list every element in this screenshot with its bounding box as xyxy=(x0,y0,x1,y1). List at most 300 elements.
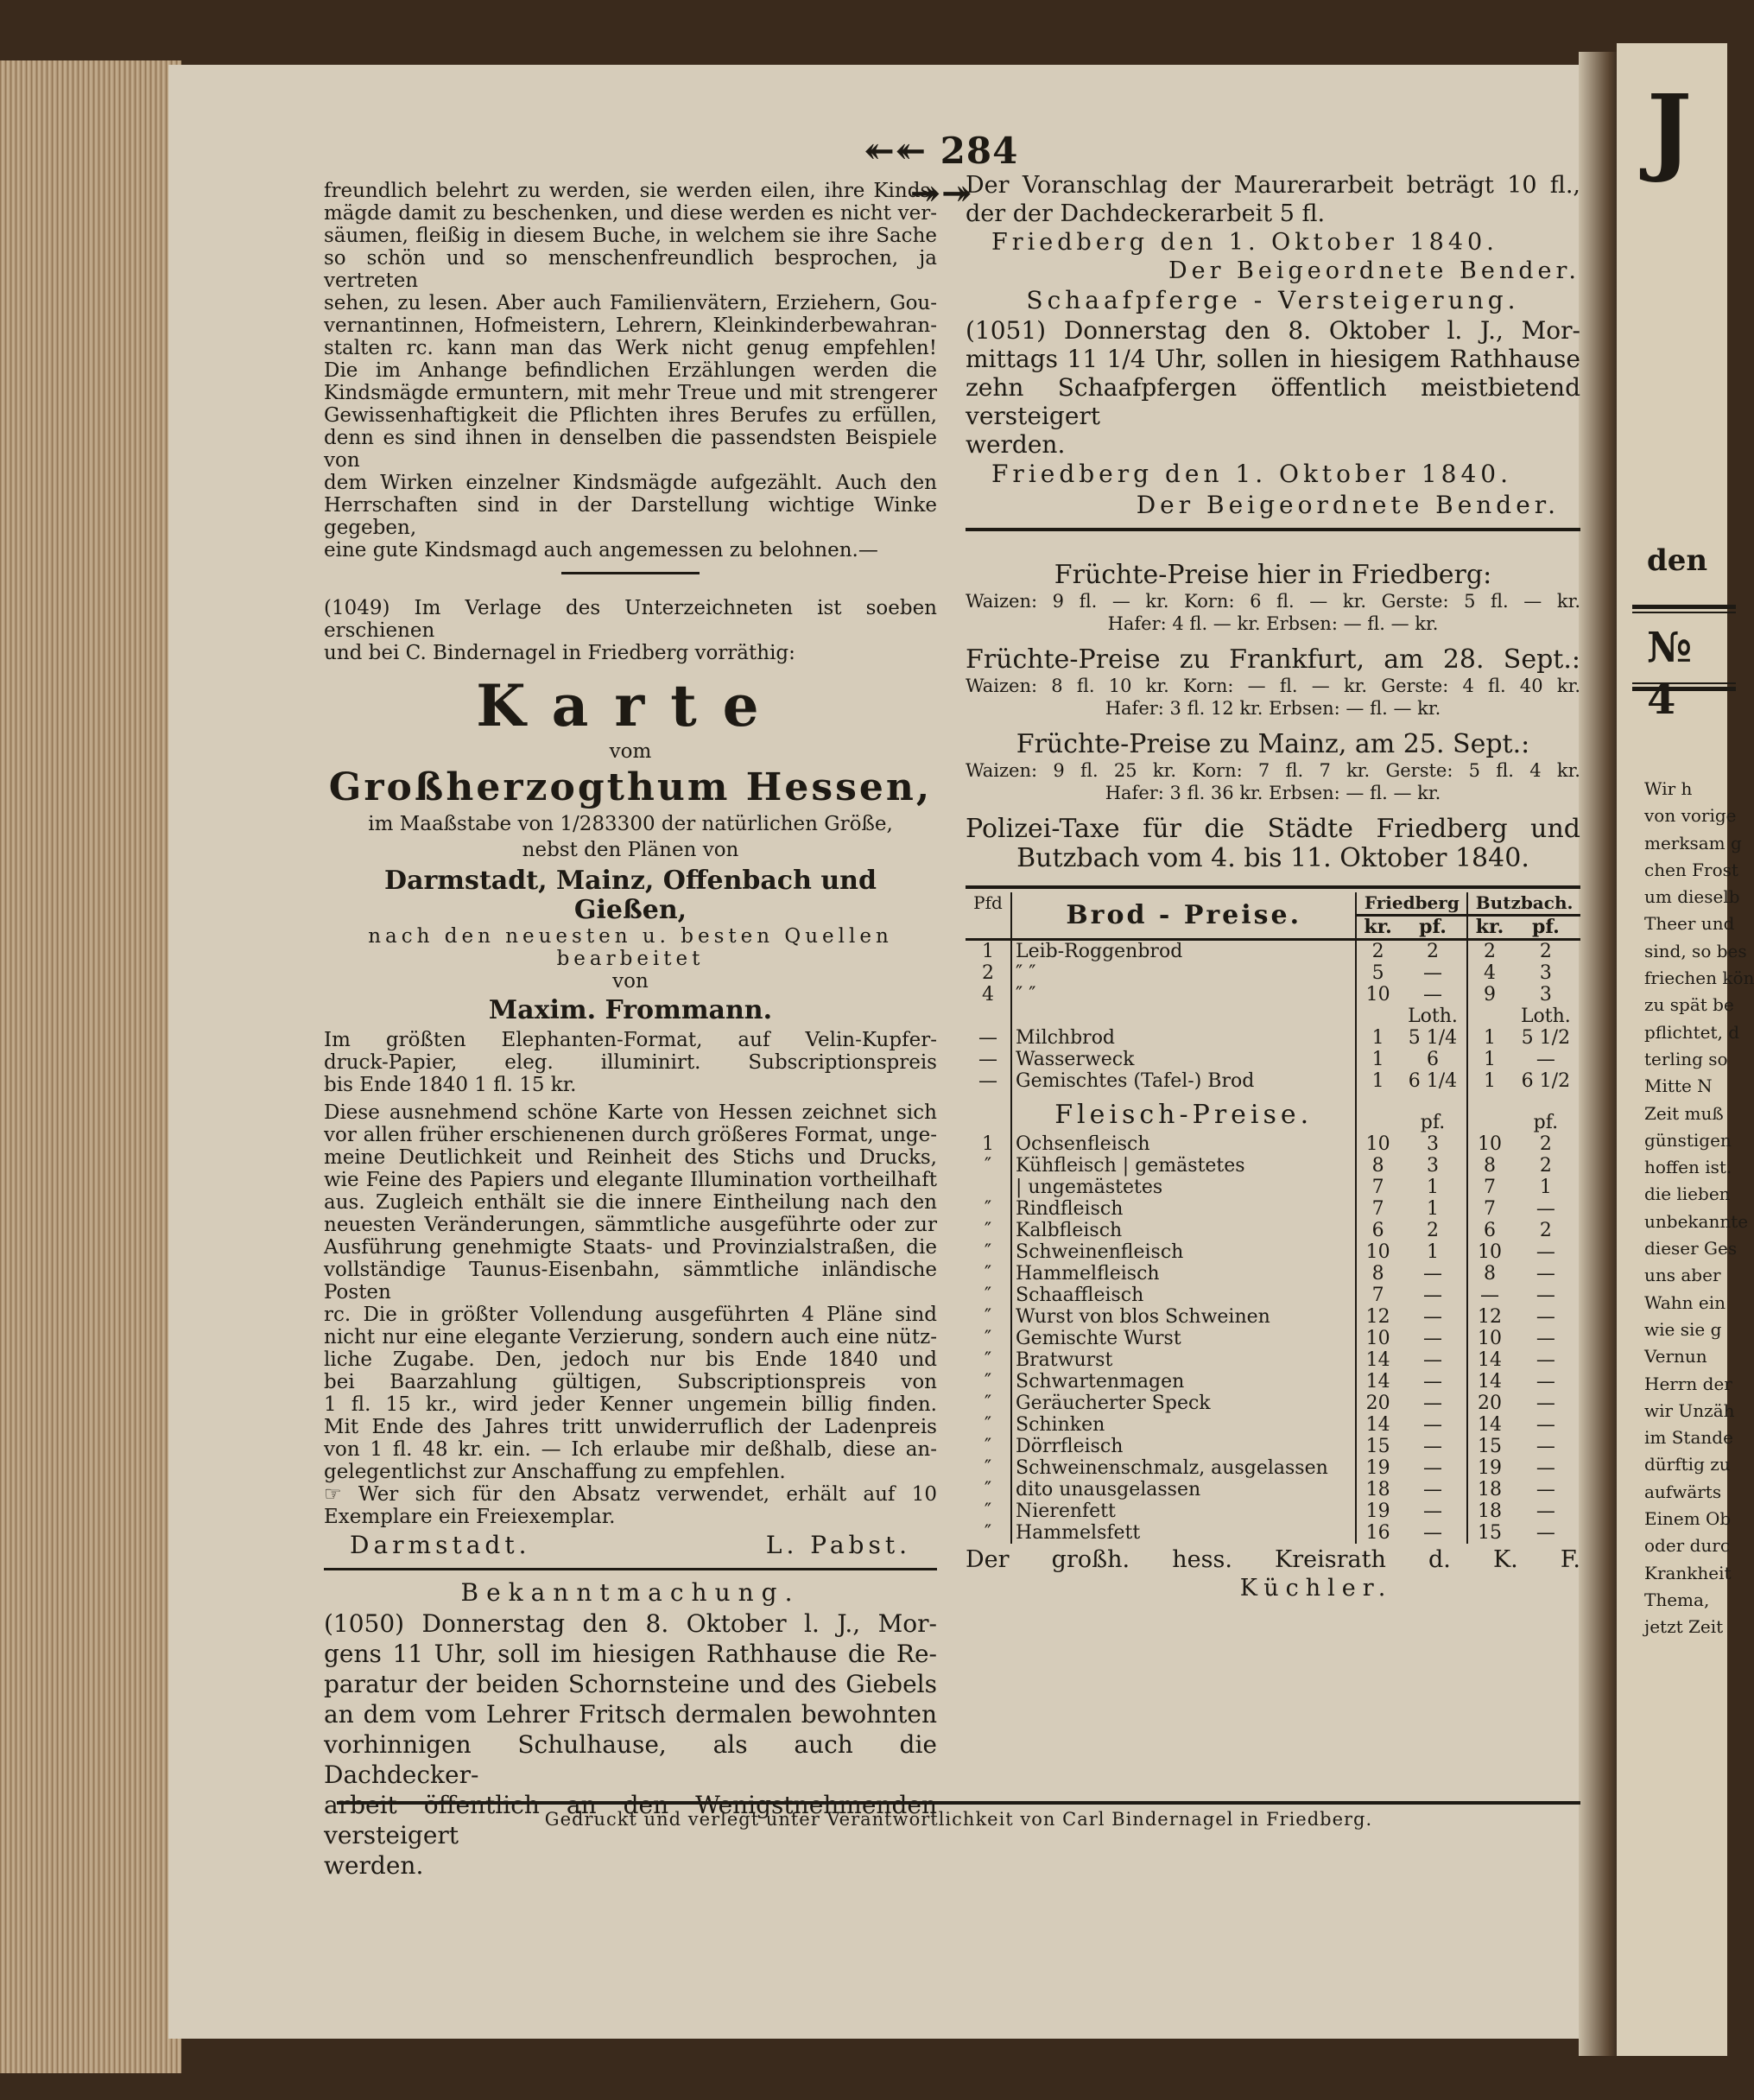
left-column xyxy=(324,180,937,1881)
col-friedberg-kr: kr. xyxy=(1356,916,1398,940)
divider xyxy=(966,528,1580,531)
cell-name: Bratwurst xyxy=(1011,1349,1356,1371)
meat-row xyxy=(966,1220,1580,1241)
book-gutter xyxy=(1579,52,1622,2056)
cell-bk: 15 xyxy=(1467,1436,1511,1457)
intro-text xyxy=(324,180,937,561)
cell-fk: 18 xyxy=(1356,1479,1398,1500)
ad-1051-line: werden. xyxy=(966,430,1066,459)
meat-row xyxy=(966,1500,1580,1522)
description-line: liche Zugabe. Den, jedoch nur bis Ende 1840 und xyxy=(324,1348,937,1371)
prices-friedberg-line1: Waizen: 9 fl. — kr. Korn: 6 fl. — kr. Gerste: 5 fl. — kr. xyxy=(966,591,1580,612)
cell-pfd: — xyxy=(978,1027,997,1049)
right-page-line: dieser Ges xyxy=(1644,1238,1738,1259)
cell-fp: 1 xyxy=(1426,1177,1439,1198)
format-line: bis Ende 1840 1 fl. 15 kr. xyxy=(324,1074,577,1096)
cell-name xyxy=(1011,1006,1356,1027)
col-pfd: Pfd xyxy=(973,892,1003,913)
map-subject: Großherzogthum Hessen, xyxy=(328,765,933,809)
cell-fk: 10 xyxy=(1356,984,1398,1006)
cell-bp: 2 xyxy=(1539,941,1552,962)
cell-fp: 1 xyxy=(1426,1198,1439,1220)
cell-name: Milchbrod xyxy=(1011,1027,1356,1049)
cell-bp: — xyxy=(1536,1306,1555,1328)
meat-row xyxy=(966,1349,1580,1371)
cell-fk: 7 xyxy=(1356,1285,1398,1306)
meat-row xyxy=(966,1177,1580,1198)
cell-bp: 3 xyxy=(1539,962,1552,984)
description-line: wie Feine des Papiers und elegante Illumination vortheilhaft xyxy=(324,1169,937,1191)
cell-name: Rindfleisch xyxy=(1011,1198,1356,1220)
cell-fk: 16 xyxy=(1356,1522,1398,1544)
cell-bp: 1 xyxy=(1539,1177,1552,1198)
cell-fp: 1 xyxy=(1426,1241,1439,1263)
description-line: neuesten Veränderungen, sämmtliche ausgeführte oder zur xyxy=(324,1214,937,1236)
cell-fp: 2 xyxy=(1426,1220,1439,1241)
right-page-line: Wir h xyxy=(1644,778,1693,799)
cell-fk: 2 xyxy=(1356,940,1398,963)
cell-bk: 7 xyxy=(1467,1198,1511,1220)
map-title: Karte xyxy=(476,672,785,739)
cell-fp: — xyxy=(1422,1414,1442,1436)
prices-frankfurt-line1: Waizen: 8 fl. 10 kr. Korn: — fl. — kr. Gerste: 4 fl. 40 kr. xyxy=(966,676,1580,696)
text-line: vernantinnen, Hofmeistern, Lehrern, Kleinkinderbewahran- xyxy=(324,314,937,337)
prices-frankfurt-line2: Hafer: 3 fl. 12 kr. Erbsen: — fl. — kr. xyxy=(1105,698,1441,719)
ad-1050-line: gens 11 Uhr, soll im hiesigen Rathhause die Re- xyxy=(324,1640,937,1668)
cell-bk: 2 xyxy=(1467,940,1511,963)
bread-row xyxy=(966,1027,1580,1049)
ad-1049-line1: (1049) Im Verlage des Unterzeichneten ist soeben erschienen xyxy=(324,597,937,642)
cell-pfd: ″ xyxy=(984,1198,992,1220)
cell-bk: 1 xyxy=(1467,1070,1511,1092)
ad-1050-line: vorhinnigen Schulhause, als auch die Dachdecker- xyxy=(324,1730,937,1789)
cell-pfd: ″ xyxy=(984,1263,992,1285)
cell-fp: — xyxy=(1422,1285,1442,1306)
text-line: Die im Anhange befindlichen Erzählungen werden die xyxy=(324,359,937,382)
right-page-line: zu spät be xyxy=(1644,994,1734,1016)
ad-1051-text xyxy=(966,316,1580,459)
cell-fk: 1 xyxy=(1356,1049,1398,1070)
map-scale: im Maaßstabe von 1/283300 der natürlichen Größe, xyxy=(368,813,893,835)
ad-1049-signature xyxy=(324,1528,937,1563)
cell-fk: 5 xyxy=(1356,962,1398,984)
cell-fp: 3 xyxy=(1426,1155,1439,1177)
cell-name: Geräucherter Speck xyxy=(1011,1393,1356,1414)
cell-fk xyxy=(1356,1006,1398,1027)
cell-pfd: ″ xyxy=(984,1393,992,1414)
cell-name: Gemischte Wurst xyxy=(1011,1328,1356,1349)
cell-fk: 7 xyxy=(1356,1177,1398,1198)
ad-1050-continued xyxy=(966,171,1580,228)
continued-line: der der Dachdeckerarbeit 5 fl. xyxy=(966,200,1326,227)
cell-fk: 10 xyxy=(1356,1133,1398,1155)
ornament-left: ↞↞ xyxy=(864,130,928,172)
cell-fk: 1 xyxy=(1356,1027,1398,1049)
divider xyxy=(966,885,1580,889)
right-page-line: uns aber xyxy=(1644,1265,1721,1286)
cell-bk: 14 xyxy=(1467,1349,1511,1371)
bread-row xyxy=(966,940,1580,963)
meat-rows xyxy=(966,1133,1580,1544)
cell-fk: 19 xyxy=(1356,1500,1398,1522)
description-line: bei Baarzahlung gültigen, Subscriptionspreis von xyxy=(324,1371,937,1393)
cell-fk: 1 xyxy=(1356,1070,1398,1092)
cell-bp: 5 1/2 xyxy=(1521,1027,1571,1049)
cell-bk: 10 xyxy=(1467,1241,1511,1263)
cell-fp: — xyxy=(1422,1393,1442,1414)
right-page-line: Herrn der xyxy=(1644,1373,1732,1394)
map-cities: Darmstadt, Mainz, Offenbach und Gießen, xyxy=(384,866,877,925)
col-brod-preise: Brod - Preise. xyxy=(1011,892,1356,940)
cell-fp: — xyxy=(1422,1522,1442,1544)
cell-bp: — xyxy=(1536,1436,1555,1457)
right-page-initial: J xyxy=(1647,73,1693,185)
kreisrath-name: Küchler. xyxy=(1239,1575,1393,1602)
cell-bk: 20 xyxy=(1467,1393,1511,1414)
cell-fp: 3 xyxy=(1426,1133,1439,1155)
cell-name: Kühfleisch | gemästetes xyxy=(1011,1155,1356,1177)
cell-bk: 19 xyxy=(1467,1457,1511,1479)
right-page-line: Vernun xyxy=(1644,1346,1707,1367)
page-number-value: 284 xyxy=(940,130,1019,172)
right-column xyxy=(966,171,1580,1602)
prices-mainz-line1: Waizen: 9 fl. 25 kr. Korn: 7 fl. 7 kr. Gerste: 5 fl. 4 kr. xyxy=(966,760,1580,781)
cell-name: ″ ″ xyxy=(1011,984,1356,1006)
cell-fp: — xyxy=(1422,1349,1442,1371)
cell-pfd: ″ xyxy=(984,1522,992,1544)
cell-bk: 1 xyxy=(1467,1027,1511,1049)
cell-bp: — xyxy=(1536,1522,1555,1544)
cell-name: Hammelfleisch xyxy=(1011,1263,1356,1285)
right-page-line: sind, so bes xyxy=(1644,940,1747,961)
ad-1051-line: mittags 11 1/4 Uhr, sollen in hiesigem Rathhause xyxy=(966,345,1580,373)
right-page-rule xyxy=(1632,605,1736,613)
description-line: rc. Die in größter Vollendung ausgeführten 4 Pläne sind xyxy=(324,1304,937,1326)
ad-1051-line: (1051) Donnerstag den 8. Oktober l. J., Mor- xyxy=(966,316,1580,345)
bread-row xyxy=(966,1006,1580,1027)
cell-fp: — xyxy=(1422,1371,1442,1393)
description-line: gelegentlichst zur Anschaffung zu empfehlen. xyxy=(324,1461,786,1483)
cell-bk: 15 xyxy=(1467,1522,1511,1544)
right-page-line: Theer und xyxy=(1644,913,1735,935)
pointer-note-2: Exemplare ein Freiexemplar. xyxy=(324,1506,616,1528)
cell-bp: — xyxy=(1536,1049,1555,1070)
cell-fk: 10 xyxy=(1356,1241,1398,1263)
cell-bk: 10 xyxy=(1467,1328,1511,1349)
right-page-line: wie sie g xyxy=(1644,1318,1722,1340)
meat-row xyxy=(966,1285,1580,1306)
meat-pf-butzbach: pf. xyxy=(1533,1112,1559,1133)
cell-bk: 18 xyxy=(1467,1479,1511,1500)
cell-name: Hammelsfett xyxy=(1011,1522,1356,1544)
right-page-line: dürftig zu xyxy=(1644,1454,1731,1475)
right-page-line: Krankheit xyxy=(1644,1562,1732,1583)
ad-1050-text xyxy=(324,1608,937,1881)
right-page-line: unbekannte xyxy=(1644,1210,1749,1232)
cell-fp: 2 xyxy=(1426,941,1439,962)
meat-row xyxy=(966,1241,1580,1263)
ad-1051-signature: Der Beigeordnete Bender. xyxy=(1136,491,1560,519)
bread-row xyxy=(966,962,1580,984)
cell-bp: — xyxy=(1536,1328,1555,1349)
cell-fk: 14 xyxy=(1356,1414,1398,1436)
meat-row xyxy=(966,1306,1580,1328)
cell-bp: — xyxy=(1536,1393,1555,1414)
cell-name: Schinken xyxy=(1011,1414,1356,1436)
cell-pfd xyxy=(966,1177,1011,1198)
cell-name: Schwartenmagen xyxy=(1011,1371,1356,1393)
cell-bk: 10 xyxy=(1467,1133,1511,1155)
text-line: Gewissenhaftigkeit die Pflichten ihres Berufes zu erfüllen, xyxy=(324,404,937,427)
right-page-line: die lieben xyxy=(1644,1183,1731,1205)
prices-mainz-heading: Früchte-Preise zu Mainz, am 25. Sept.: xyxy=(1016,729,1530,759)
right-page-den: den xyxy=(1647,543,1708,578)
meat-row xyxy=(966,1522,1580,1544)
meat-row xyxy=(966,1371,1580,1393)
cell-bp: 6 1/2 xyxy=(1521,1070,1571,1092)
description-line: Diese ausnehmend schöne Karte von Hessen zeichnet sich xyxy=(324,1101,937,1124)
description-line: Ausführung genehmigte Staats- und Provinzialstraßen, die xyxy=(324,1236,937,1259)
cell-pfd: ″ xyxy=(984,1457,992,1479)
ad-1050 xyxy=(324,1577,937,1881)
page-edges xyxy=(0,60,181,2073)
cell-fp: — xyxy=(1422,962,1442,984)
ad-1049 xyxy=(324,597,937,1563)
cell-pfd: ″ xyxy=(984,1479,992,1500)
right-page-line: von vorige xyxy=(1644,805,1737,827)
cell-fk: 10 xyxy=(1356,1328,1398,1349)
cell-name: dito unausgelassen xyxy=(1011,1479,1356,1500)
right-page-line: im Stande xyxy=(1644,1427,1733,1449)
meat-row xyxy=(966,1414,1580,1436)
meat-row xyxy=(966,1479,1580,1500)
cell-bp: 2 xyxy=(1539,1155,1552,1177)
right-page-line: günstigen xyxy=(1644,1129,1732,1151)
prices-friedberg-line2: Hafer: 4 fl. — kr. Erbsen: — fl. — kr. xyxy=(1107,613,1439,634)
cell-fp: — xyxy=(1422,1436,1442,1457)
cell-fk: 12 xyxy=(1356,1306,1398,1328)
cell-bk: 14 xyxy=(1467,1371,1511,1393)
right-page-line: Wahn ein xyxy=(1644,1291,1726,1313)
cell-pfd: ″ xyxy=(984,1285,992,1306)
cell-bp: Loth. xyxy=(1520,1006,1571,1027)
format-line: Im größten Elephanten-Format, auf Velin-Kupfer- xyxy=(324,1029,937,1051)
cell-fk: 20 xyxy=(1356,1393,1398,1414)
cell-pfd: ″ xyxy=(984,1306,992,1328)
ad-1050-signature: Der Beigeordnete Bender. xyxy=(1168,257,1580,284)
cell-name: Schweinenfleisch xyxy=(1011,1241,1356,1263)
cell-fp: — xyxy=(1422,1457,1442,1479)
cell-bk: 6 xyxy=(1467,1220,1511,1241)
cell-fk: 14 xyxy=(1356,1349,1398,1371)
cell-name: Gemischtes (Tafel-) Brod xyxy=(1011,1070,1356,1092)
map-author: Maxim. Frommann. xyxy=(488,995,773,1025)
right-page-line: oder durc xyxy=(1644,1535,1731,1557)
cell-bp: — xyxy=(1536,1371,1555,1393)
right-page-line: Zeit muß xyxy=(1644,1102,1724,1124)
cell-pfd: ″ xyxy=(984,1371,992,1393)
cell-pfd: — xyxy=(978,1049,997,1070)
cell-bk: 8 xyxy=(1467,1155,1511,1177)
meat-heading: Fleisch-Preise. xyxy=(1011,1092,1356,1133)
meat-row xyxy=(966,1457,1580,1479)
cell-bk: 4 xyxy=(1467,962,1511,984)
cell-bp: — xyxy=(1536,1241,1555,1263)
ad-1050-place: Friedberg den 1. Oktober 1840. xyxy=(991,229,1498,256)
cell-fk: 19 xyxy=(1356,1457,1398,1479)
description-line: nicht nur eine elegante Verzierung, sondern auch eine nütz- xyxy=(324,1326,937,1348)
meat-pf-friedberg: pf. xyxy=(1420,1112,1446,1133)
printer-line: Gedruckt und verlegt unter Verantwortlichkeit von Carl Bindernagel in Friedberg. xyxy=(544,1809,1373,1830)
ad-1050-line: paratur der beiden Schornsteine und des Giebels xyxy=(324,1670,937,1698)
description-line: 1 fl. 15 kr., wird jeder Kenner ungemein billig finden. xyxy=(324,1393,937,1416)
meat-header xyxy=(966,1092,1580,1133)
cell-pfd: ″ xyxy=(984,1241,992,1263)
cell-bp: — xyxy=(1536,1198,1555,1220)
map-vom: vom xyxy=(609,740,652,763)
cell-name: Dörrfleisch xyxy=(1011,1436,1356,1457)
cell-pfd: ″ xyxy=(984,1500,992,1522)
cell-name: Kalbfleisch xyxy=(1011,1220,1356,1241)
taxe-heading-1: Polizei-Taxe für die Städte Friedberg und xyxy=(966,814,1580,844)
ad-1050-heading: Bekanntmachung. xyxy=(460,1578,801,1607)
cell-name: Wurst von blos Schweinen xyxy=(1011,1306,1356,1328)
cell-fp: 6 xyxy=(1426,1049,1439,1070)
price-table xyxy=(966,892,1580,1544)
cell-bp: — xyxy=(1536,1263,1555,1285)
right-page-line: terling so xyxy=(1644,1048,1728,1069)
description-line: meine Deutlichkeit und Reinheit des Stichs und Drucks, xyxy=(324,1146,937,1169)
right-page-fragment xyxy=(1617,43,1754,2056)
cell-pfd: ″ xyxy=(984,1220,992,1241)
col-butzbach-kr: kr. xyxy=(1467,916,1511,940)
text-line: säumen, fleißig in diesem Buche, in welchem sie ihre Sache xyxy=(324,225,937,247)
ad-1050-line: an dem vom Lehrer Fritsch dermalen bewohnten xyxy=(324,1700,937,1729)
ornament-right: ↠↠ xyxy=(909,172,973,214)
right-page-line: hoffen ist. xyxy=(1644,1157,1732,1178)
text-line: Kindsmägde ermuntern, mit mehr Treue und mit strengerer xyxy=(324,382,937,404)
cell-fp: — xyxy=(1422,1500,1442,1522)
cell-fp: 6 1/4 xyxy=(1408,1070,1458,1092)
text-line: mägde damit zu beschenken, und diese werden es nicht ver- xyxy=(324,202,937,225)
right-page-line: Thema, xyxy=(1644,1589,1710,1610)
cell-bk: 7 xyxy=(1467,1177,1511,1198)
ad-1050-line: (1050) Donnerstag den 8. Oktober l. J., Mor- xyxy=(324,1609,937,1638)
prices-friedberg-heading: Früchte-Preise hier in Friedberg: xyxy=(1054,560,1492,590)
cell-fk: 8 xyxy=(1356,1263,1398,1285)
cell-name: Wasserweck xyxy=(1011,1049,1356,1070)
right-page-line: friechen kön xyxy=(1644,968,1754,989)
right-page-line: chen Frost xyxy=(1644,859,1738,880)
col-butzbach: Butzbach. xyxy=(1467,892,1580,916)
right-page-line: wir Unzäh xyxy=(1644,1399,1735,1421)
right-page-line: pflichtet, d xyxy=(1644,1021,1740,1043)
cell-name: Schaaffleisch xyxy=(1011,1285,1356,1306)
bread-row xyxy=(966,1070,1580,1092)
cell-bp: — xyxy=(1536,1479,1555,1500)
format-line: druck-Papier, eleg. illuminirt. Subscriptionspreis xyxy=(324,1051,937,1074)
divider xyxy=(324,1568,937,1570)
cell-fp: Loth. xyxy=(1408,1006,1458,1027)
map-von: von xyxy=(612,970,649,993)
cell-bp: — xyxy=(1536,1500,1555,1522)
cell-fk: 6 xyxy=(1356,1220,1398,1241)
meat-row xyxy=(966,1263,1580,1285)
cell-pfd: ″ xyxy=(984,1414,992,1436)
map-sources: nach den neuesten u. besten Quellen bearbeitet xyxy=(368,925,893,970)
meat-row xyxy=(966,1328,1580,1349)
cell-pfd: 1 xyxy=(982,941,994,962)
printer-footer xyxy=(337,1801,1580,1834)
cell-pfd: — xyxy=(978,1070,997,1092)
continued-line: Der Voranschlag der Maurerarbeit beträgt 10 fl., xyxy=(966,172,1580,199)
cell-pfd: 2 xyxy=(982,962,994,984)
cell-bp: 2 xyxy=(1539,1220,1552,1241)
cell-bp: — xyxy=(1536,1457,1555,1479)
description-line: vor allen früher erschienenen durch größeres Format, unge- xyxy=(324,1124,937,1146)
cell-name: Ochsenfleisch xyxy=(1011,1133,1356,1155)
cell-bp: — xyxy=(1536,1285,1555,1306)
cell-fp: — xyxy=(1422,1328,1442,1349)
cell-name: Nierenfett xyxy=(1011,1500,1356,1522)
text-line: dem Wirken einzelner Kindsmägde aufgezählt. Auch den xyxy=(324,472,937,494)
description-line: vollständige Taunus-Eisenbahn, sämmtliche inländische Posten xyxy=(324,1259,937,1304)
bread-rows xyxy=(966,940,1580,1093)
right-page-rule xyxy=(1632,682,1736,691)
cell-pfd xyxy=(966,1006,1011,1027)
ad-1049-signer: L. Pabst. xyxy=(765,1531,911,1559)
text-line: so schön und so menschenfreundlich besprochen, ja vertreten xyxy=(324,247,937,292)
cell-fk: 14 xyxy=(1356,1371,1398,1393)
right-page-line: aufwärts xyxy=(1644,1481,1722,1502)
cell-bk: 18 xyxy=(1467,1500,1511,1522)
cell-name: | ungemästetes xyxy=(1011,1177,1356,1198)
cell-bp: — xyxy=(1536,1414,1555,1436)
description-line: von 1 fl. 48 kr. ein. — Ich erlaube mir deßhalb, diese an- xyxy=(324,1438,937,1461)
description-line: aus. Zugleich enthält sie die innere Eintheilung nach den xyxy=(324,1191,937,1214)
cell-name: Schweinenschmalz, ausgelassen xyxy=(1011,1457,1356,1479)
col-butzbach-pf: pf. xyxy=(1532,916,1560,938)
ad-1051-line: zehn Schaafpfergen öffentlich meistbietend versteigert xyxy=(966,373,1580,430)
prices-mainz-line2: Hafer: 3 fl. 36 kr. Erbsen: — fl. — kr. xyxy=(1105,783,1441,803)
text-line: denn es sind ihnen in denselben die passendsten Beispiele von xyxy=(324,427,937,472)
map-format xyxy=(324,1029,937,1096)
cell-bk: — xyxy=(1467,1285,1511,1306)
text-line: sehen, zu lesen. Aber auch Familienvätern, Erziehern, Gou- xyxy=(324,292,937,314)
text-line: eine gute Kindsmagd auch angemessen zu belohnen.— xyxy=(324,539,878,561)
right-page-line: um dieselb xyxy=(1644,886,1740,908)
prices-frankfurt-heading: Früchte-Preise zu Frankfurt, am 28. Sept.: xyxy=(966,644,1580,675)
cell-fk: 7 xyxy=(1356,1198,1398,1220)
cell-pfd: 1 xyxy=(982,1133,994,1155)
cell-fp: — xyxy=(1422,984,1442,1006)
right-page-line: jetzt Zeit xyxy=(1644,1616,1724,1638)
cell-bp: 2 xyxy=(1539,1133,1552,1155)
meat-row xyxy=(966,1155,1580,1177)
col-friedberg-pf: pf. xyxy=(1419,916,1447,938)
col-friedberg: Friedberg xyxy=(1356,892,1467,916)
bread-row xyxy=(966,1049,1580,1070)
map-plans-intro: nebst den Plänen von xyxy=(522,839,739,861)
pointer-note: ☞ Wer sich für den Absatz verwendet, erhält auf 10 xyxy=(324,1483,937,1506)
meat-row xyxy=(966,1393,1580,1414)
text-line: freundlich belehrt zu werden, sie werden eilen, ihre Kinds- xyxy=(324,180,937,202)
ad-1050-line: arbeit öffentlich an den Wenigstnehmenden versteigert xyxy=(324,1791,937,1849)
cell-name: ″ ″ xyxy=(1011,962,1356,984)
cell-pfd: ″ xyxy=(984,1349,992,1371)
cell-bk: 1 xyxy=(1467,1049,1511,1070)
cell-fp: — xyxy=(1422,1306,1442,1328)
